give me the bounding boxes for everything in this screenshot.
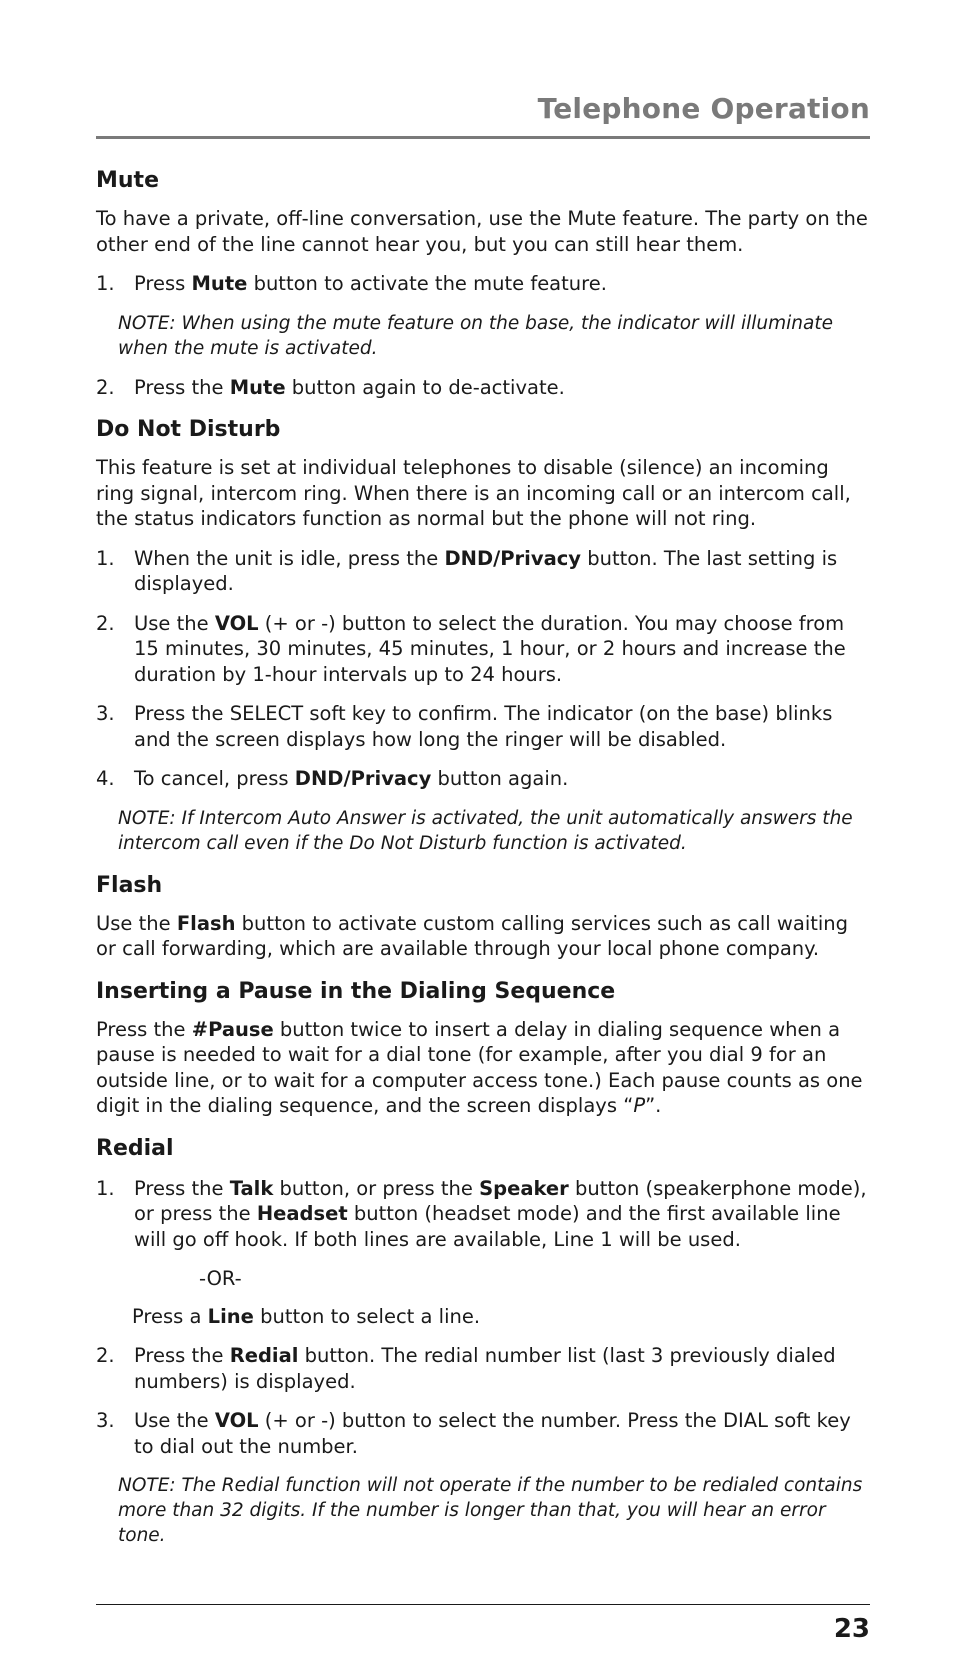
redial-section [96, 1136, 870, 1549]
step-number: 1. [96, 1176, 115, 1200]
dnd-step-4 [96, 766, 870, 792]
step-text: Press the Mute button again to de-activate. [134, 375, 565, 399]
step-number: 1. [96, 272, 115, 295]
dnd-note: NOTE: If Intercom Auto Answer is activated, the unit automatically answers the intercom call even if the Do Not Disturb function is activated. [118, 807, 853, 854]
header-rule [96, 136, 870, 139]
mute-section [96, 168, 870, 400]
dnd-section [96, 417, 870, 856]
step-text: Press Mute button to activate the mute feature. [134, 272, 607, 295]
pause-text: Press the #Pause button twice to insert a delay in dialing sequence when a pause is needed to wait for a dial tone (for example, after you dial 9 for an outside line, or to wait for a computer access tone.) Each pause counts as one digit in the dialing sequence, and the screen displays “P”. [96, 1017, 863, 1117]
mute-step-2 [96, 375, 870, 401]
step-text: To cancel, press DND/Privacy button again. [134, 767, 569, 790]
step-number: 3. [96, 1409, 115, 1432]
redial-step-1 [96, 1176, 870, 1253]
footer-rule [96, 1604, 870, 1605]
dnd-step-1 [96, 546, 870, 597]
dnd-intro: This feature is set at individual telephones to disable (silence) an incoming ring signal, intercom ring. When there is an incoming call or an intercom call, the status indicators function as normal but the phone will not ring. [96, 456, 851, 530]
flash-text: Use the Flash button to activate custom calling services such as call waiting or call forwarding, which are available through your local phone company. [96, 911, 849, 960]
step-text: Press the Talk button, or press the Speaker button (speakerphone mode), or press the Headset button (headset mode) and the first available line will go off hook. If both lines are available, Line 1 will be used. [134, 1176, 867, 1251]
step-text: When the unit is idle, press the DND/Privacy button. The last setting is displayed. [134, 546, 838, 595]
step-number: 2. [96, 1344, 115, 1367]
pause-section [96, 979, 870, 1119]
redial-alt-step: Press a Line button to select a line. [132, 1304, 481, 1328]
step-text: Use the VOL (+ or -) button to select the number. Press the DIAL soft key to dial out the number. [134, 1409, 851, 1458]
step-number: 2. [96, 375, 115, 399]
step-text: Press the Redial button. The redial number list (last 3 previously dialed numbers) is displayed. [134, 1344, 836, 1393]
redial-step-3 [96, 1408, 870, 1459]
dnd-step-2 [96, 611, 870, 688]
mute-step-1 [96, 271, 870, 297]
step-text: Use the VOL (+ or -) button to select the duration. You may choose from 15 minutes, 30 minutes, 45 minutes, 1 hour, or 2 hours and increase the duration by 1-hour intervals up to 24 hours. [134, 611, 846, 686]
step-number: 2. [96, 611, 115, 635]
step-number: 3. [96, 702, 115, 725]
pause-heading: Inserting a Pause in the Dialing Sequence [96, 978, 616, 1004]
step-text: Press the SELECT soft key to confirm. The indicator (on the base) blinks and the screen displays how long the ringer will be disabled. [134, 702, 833, 751]
mute-heading: Mute [96, 168, 159, 193]
page-number: 23 [833, 1614, 870, 1644]
redial-step-2 [96, 1343, 870, 1394]
redial-heading: Redial [96, 1135, 174, 1161]
page-content [96, 168, 870, 1548]
mute-note: NOTE: When using the mute feature on the base, the indicator will illuminate when the mute is activated. [118, 312, 833, 359]
step-number: 1. [96, 546, 115, 570]
redial-note: NOTE: The Redial function will not operate if the number to be redialed contains more than 32 digits. If the number is longer than that, you will hear an error tone. [118, 1475, 863, 1546]
or-separator: -OR- [199, 1267, 242, 1290]
dnd-heading: Do Not Disturb [96, 417, 281, 442]
dnd-step-3 [96, 701, 870, 752]
mute-intro: To have a private, off-line conversation, use the Mute feature. The party on the other end of the line cannot hear you, but you can still hear them. [96, 207, 868, 256]
step-number: 4. [96, 767, 115, 790]
flash-heading: Flash [96, 872, 163, 898]
flash-section [96, 873, 870, 962]
page-header-title: Telephone Operation [537, 92, 870, 125]
